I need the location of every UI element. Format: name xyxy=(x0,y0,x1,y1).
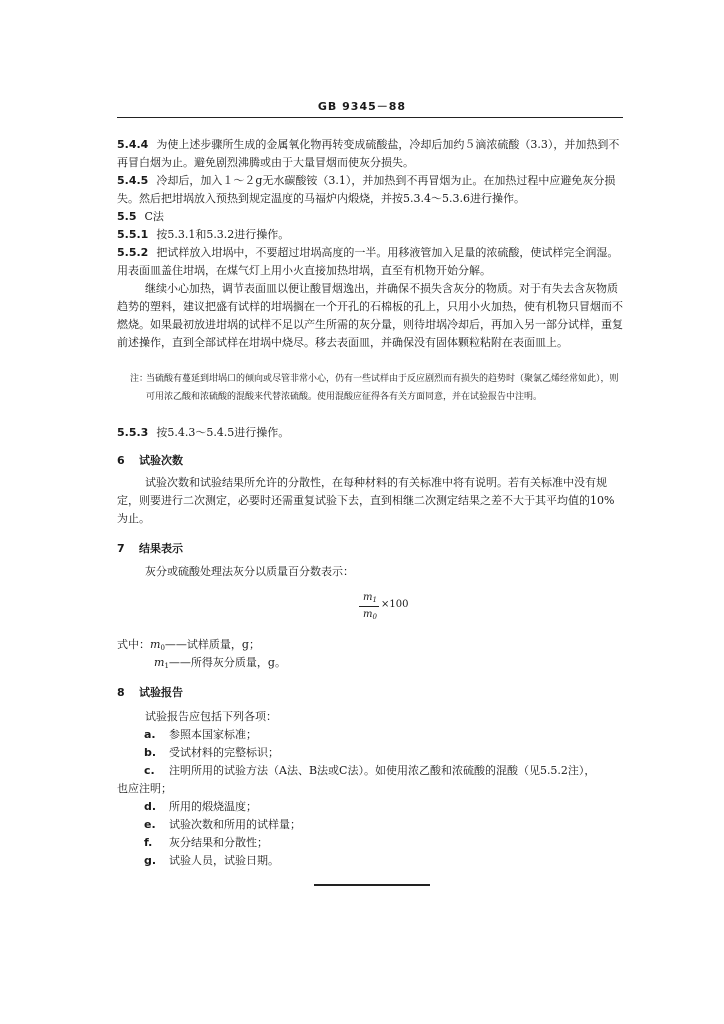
section-number: 8 xyxy=(117,686,125,699)
clause-text: 为使上述步骤所生成的金属氧化物再转变成硫酸盐，冷却后加约５滴浓硫酸（3.3），并加热到不再冒白烟为止。避免剧烈沸腾或由于大量冒烟而使灰分损失。 xyxy=(117,138,620,169)
report-item: b. 受试材料的完整标识； xyxy=(144,746,279,759)
clause-5-5-3 xyxy=(117,424,625,442)
clause-number: 5.5.2 xyxy=(117,246,149,259)
clause-text: 按5.3.1和5.3.2进行操作。 xyxy=(156,228,290,241)
section-title: 试验报告 xyxy=(139,686,183,699)
formula-denominator: $m_0$ xyxy=(363,609,377,621)
standard-code-header: GB 9345－88 xyxy=(317,100,407,113)
section-8-text xyxy=(117,708,625,726)
clause-text: 按5.4.3～5.4.5进行操作。 xyxy=(156,426,290,439)
paragraph-text: 灰分或硫酸处理法灰分以质量百分数表示： xyxy=(145,565,354,578)
section-8-heading xyxy=(117,684,183,702)
formula-numerator: $m_1$ xyxy=(363,592,377,604)
clause-number: 5.5.3 xyxy=(117,426,149,439)
report-item: e. 试验次数和所用的试样量； xyxy=(144,818,301,831)
clause-number: 5.5.1 xyxy=(117,228,149,241)
variable-definition: $m_1——$所得灰分质量，g。 xyxy=(154,656,286,670)
section-6-text xyxy=(117,474,625,528)
clause-number: 5.5 xyxy=(117,210,137,223)
clause-text: 把试样放入坩埚中，不要超过坩埚高度的一半。用移液管加入足量的浓硫酸，使试样完全润湿。用表面皿盖住坩埚，在煤气灯上用小火直接加热坩埚，直至有机物开始分解。 xyxy=(117,246,619,277)
clause-5-5-1 xyxy=(117,226,625,244)
section-6-heading xyxy=(117,452,183,470)
clause-5-5-2 xyxy=(117,244,625,280)
ash-formula xyxy=(355,592,415,628)
clause-5-5-2-continued xyxy=(117,280,625,352)
clause-5-4-4 xyxy=(117,136,625,172)
paragraph-text: 试验次数和试验结果所允许的分散性，在每种材料的有关标准中将有说明。若有关标准中没有规定，则要进行二次测定，必要时还需重复试验下去，直到相继二次测定结果之差不大于其平均值的10%为止。 xyxy=(117,476,615,525)
note-text: 当硫酸有蔓延到坩埚口的倾向或尽管非常小心，仍有一些试样由于反应剧烈而有损失的趋势时（聚氯乙烯经常如此），则可用浓乙酸和浓硫酸的混酸来代替浓硫酸。使用混酸应征得各有关方面同意，并在试验报告中注明。 xyxy=(146,374,619,402)
clause-title: C法 xyxy=(144,210,164,223)
formula-factor: ×100 xyxy=(381,599,409,610)
report-item-wrap: 也应注明； xyxy=(117,782,172,795)
clause-number: 5.4.5 xyxy=(117,174,149,187)
variable-definition: 式中：$m_0——$试样质量，g； xyxy=(117,638,260,652)
paragraph-text: 试验报告应包括下列各项： xyxy=(145,710,277,723)
note-label: 注： xyxy=(130,374,149,384)
report-item: a. 参照本国家标准； xyxy=(144,728,257,741)
section-7-heading xyxy=(117,540,183,558)
report-item: g. 试验人员，试验日期。 xyxy=(144,854,279,867)
note-block xyxy=(130,370,625,406)
clause-text: 冷却后，加入１～２g无水碳酸铵（3.1），并加热到不再冒烟为止。在加热过程中应避免灰分损失。然后把坩埚放入预热到规定温度的马福炉内煅烧，并按5.3.4～5.3.6进行操作。 xyxy=(117,174,616,205)
header-rule xyxy=(117,117,623,118)
fraction-bar xyxy=(359,606,379,607)
report-item: c. 注明所用的试验方法（A法、B法或C法）。如使用浓乙酸和浓硫酸的混酸（见5.5.2注）， xyxy=(144,764,596,777)
end-rule xyxy=(314,884,430,886)
section-title: 结果表示 xyxy=(139,542,183,555)
report-item: d. 所用的煅烧温度； xyxy=(144,800,257,813)
report-item: f. 灰分结果和分散性； xyxy=(144,836,268,849)
clause-5-4-5 xyxy=(117,172,625,208)
section-number: 7 xyxy=(117,542,125,555)
clause-number: 5.4.4 xyxy=(117,138,149,151)
clause-5-5-heading xyxy=(117,208,625,226)
section-7-text xyxy=(117,563,625,581)
section-title: 试验次数 xyxy=(139,454,183,467)
clause-text: 继续小心加热，调节表面皿以便让酸冒烟逸出，并确保不损失含灰分的物质。对于有失去含灰物质趋势的塑料，建议把盛有试样的坩埚搁在一个开孔的石棉板的孔上，只用小火加热，使有机物只冒烟而不燃烧。如果最初放进坩埚的试样不足以产生所需的灰分量，则待坩埚冷却后，再加入另一部分试样，重复前述操作，直到全部试样在坩埚中烧尽。移去表面皿，并确保没有固体颗粒粘附在表面皿上。 xyxy=(117,282,623,349)
section-number: 6 xyxy=(117,454,125,467)
